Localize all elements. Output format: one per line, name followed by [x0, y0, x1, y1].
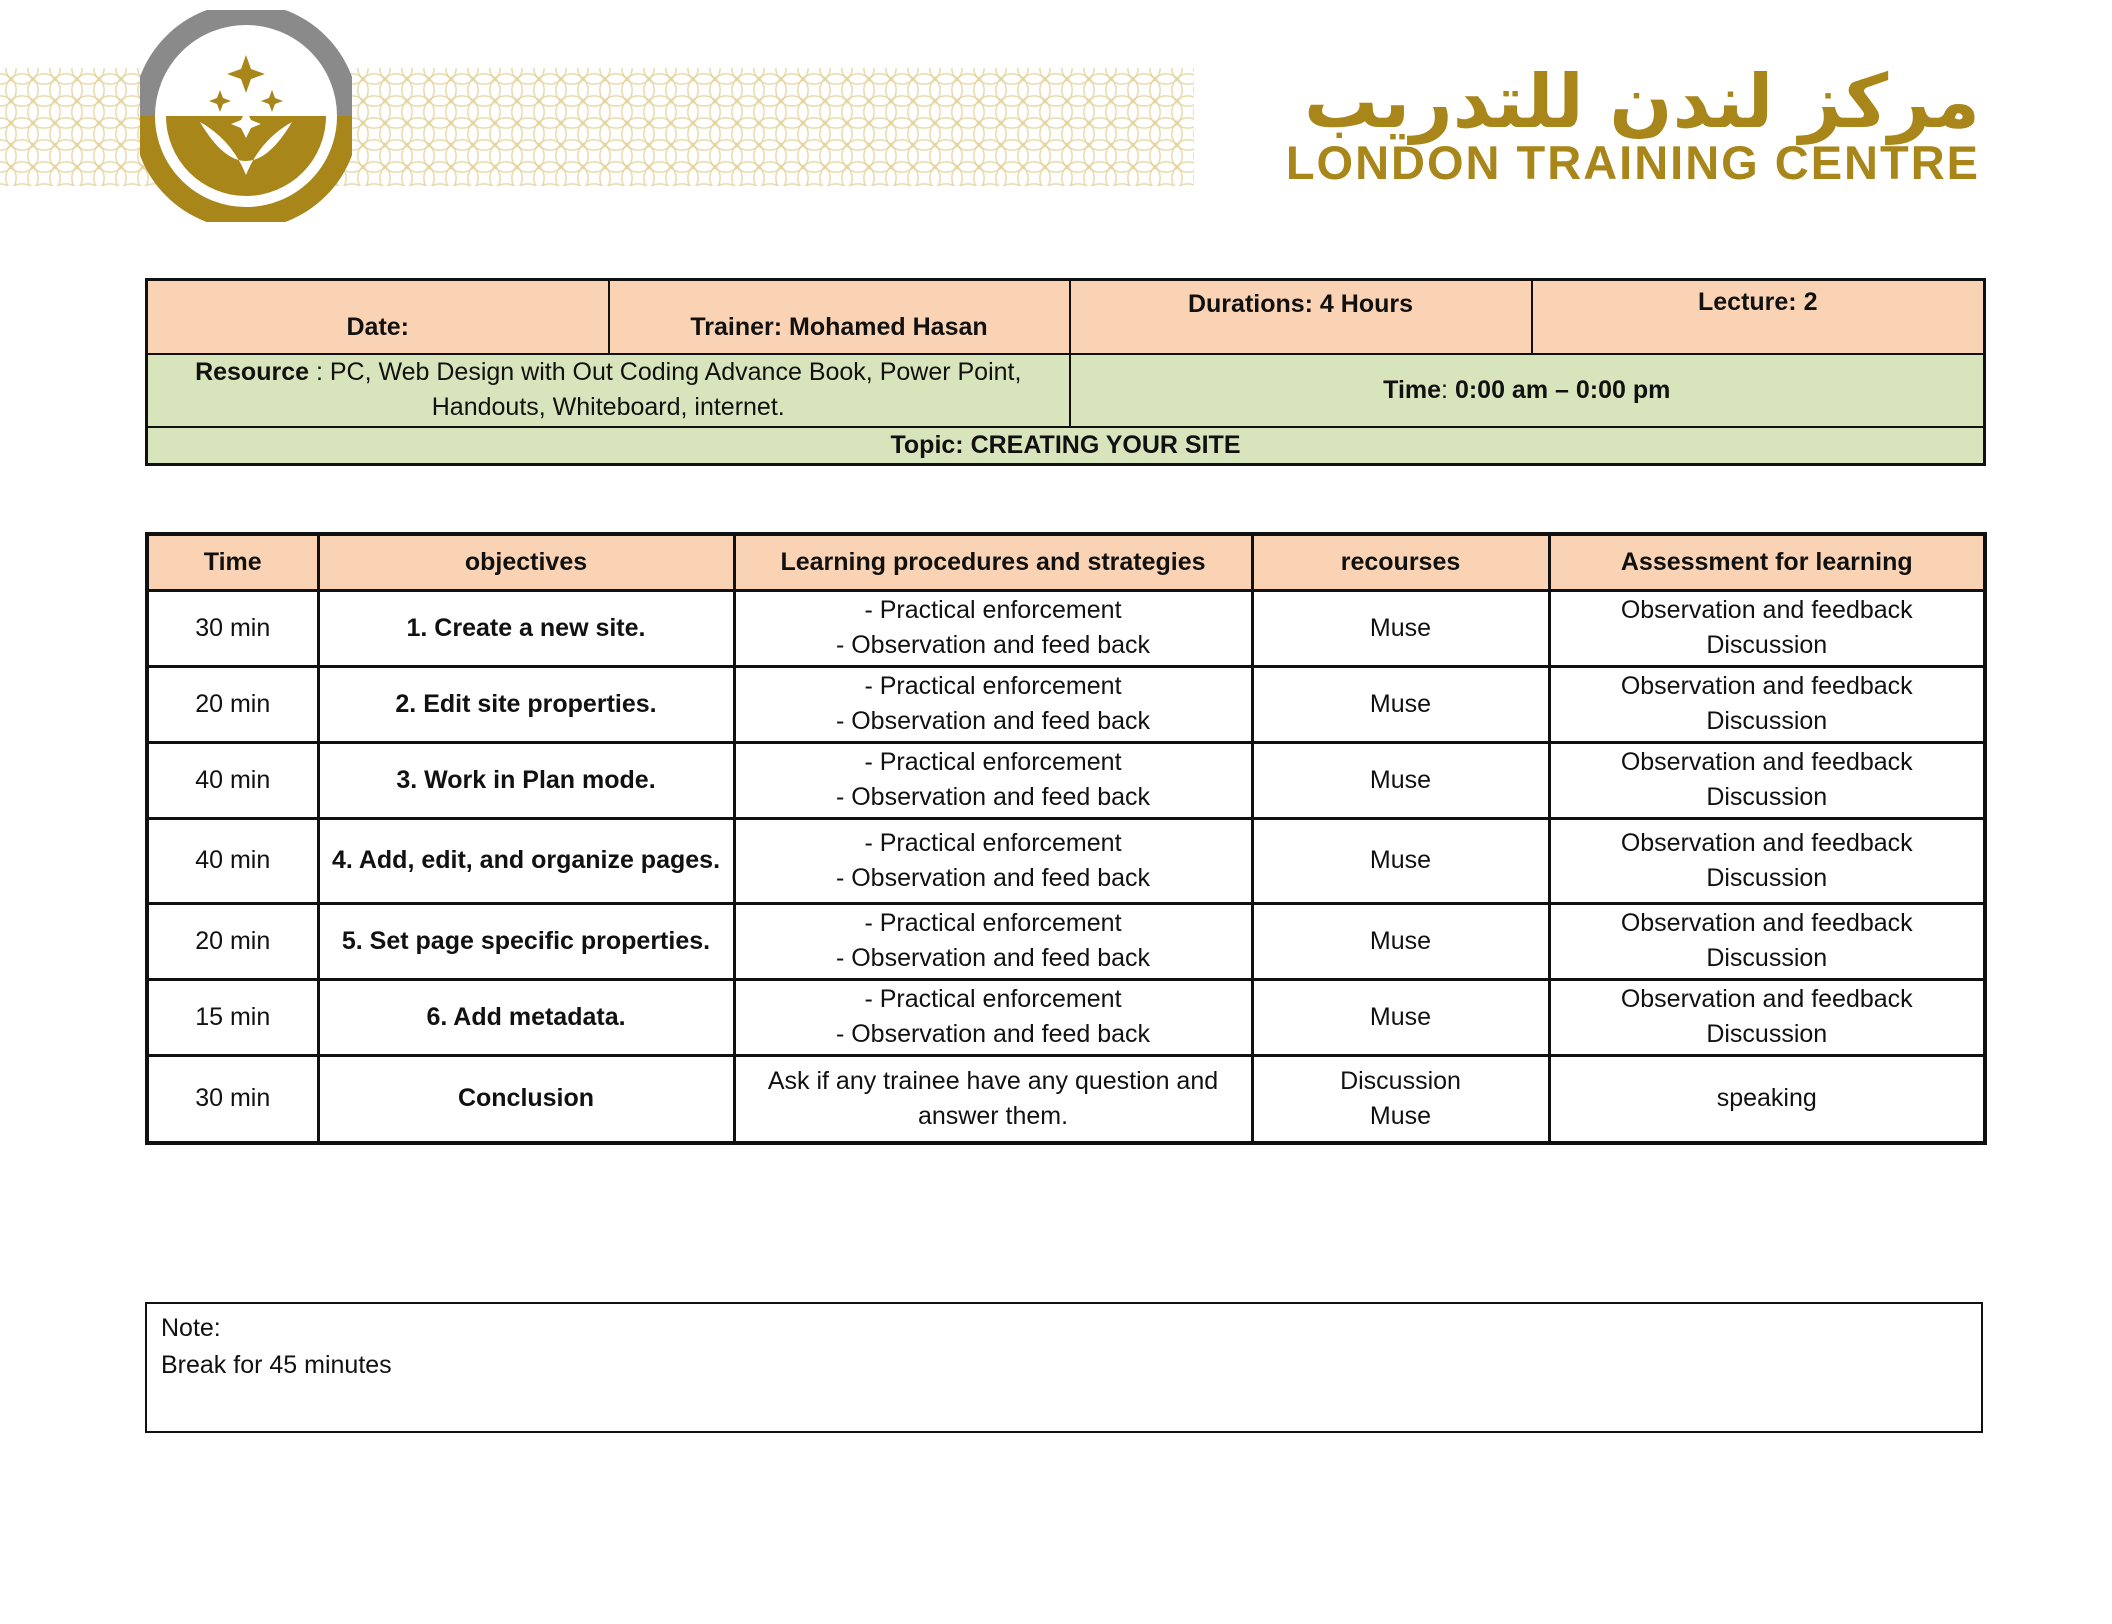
trainer-name: Trainer: Mohamed Hasan [609, 280, 1070, 354]
procedures-cell-line: - Practical enforcement [864, 672, 1122, 700]
objective-cell-line: 3. Work in Plan mode. [396, 765, 656, 794]
procedures-cell [734, 1055, 1252, 1143]
assessment-cell-line: Observation and feedback [1620, 828, 1913, 857]
lesson-plan-table [145, 532, 1987, 1145]
assessment-cell [1549, 903, 1985, 979]
assessment-cell [1549, 979, 1985, 1055]
time-cell [147, 979, 318, 1055]
table-row [147, 742, 1985, 818]
assessment-cell [1549, 818, 1985, 903]
procedures-cell [734, 590, 1252, 666]
time-cell-line: 40 min [195, 846, 271, 874]
resource-label: Resource [195, 358, 310, 386]
time-cell-line: 40 min [195, 765, 271, 794]
resources-cell-line: Muse [1369, 846, 1432, 874]
time-cell [147, 742, 318, 818]
note-label: Note: [161, 1314, 221, 1342]
time-cell-line: 30 min [195, 613, 271, 642]
assessment-cell-line: Discussion [1706, 631, 1828, 659]
procedures-cell-line: - Observation and feed back [835, 1020, 1151, 1048]
assessment-cell-line: Discussion [1706, 1020, 1828, 1048]
assessment-cell-line: Observation and feedback [1620, 672, 1913, 700]
objective-cell-line: 1. Create a new site. [406, 613, 646, 642]
assessment-cell-line: Discussion [1706, 707, 1828, 735]
table-row [147, 666, 1985, 742]
resources-cell-line: Discussion [1340, 1066, 1461, 1095]
note-box [145, 1302, 1983, 1433]
table-row [147, 979, 1985, 1055]
assessment-cell-line: Discussion [1706, 783, 1828, 811]
time-cell [147, 590, 318, 666]
column-header-objectives: objectives [318, 534, 734, 590]
column-header-assessment: Assessment for learning [1549, 534, 1985, 590]
objective-cell [318, 979, 734, 1055]
assessment-cell [1549, 1055, 1985, 1143]
assessment-cell-line: Observation and feedback [1620, 985, 1913, 1013]
assessment-cell-line: Observation and feedback [1620, 596, 1913, 624]
topic: Topic: CREATING YOUR SITE [147, 427, 1985, 465]
resources-cell [1252, 742, 1549, 818]
resources-cell-line: Muse [1369, 689, 1432, 718]
time-cell [147, 903, 318, 979]
assessment-cell-line: speaking [1716, 1084, 1817, 1113]
procedures-cell [734, 903, 1252, 979]
resources-cell [1252, 590, 1549, 666]
duration: Durations: 4 Hours [1070, 280, 1532, 354]
procedures-cell-line: - Practical enforcement [864, 596, 1122, 624]
assessment-cell [1549, 590, 1985, 666]
assessment-cell [1549, 666, 1985, 742]
column-header-procedures: Learning procedures and strategies [734, 534, 1252, 590]
procedures-cell-line: - Observation and feed back [835, 631, 1151, 659]
resources-cell-line: Muse [1369, 1101, 1432, 1130]
objective-cell-line: 2. Edit site properties. [395, 689, 657, 718]
procedures-cell-line: - Observation and feed back [835, 944, 1151, 972]
time-cell [147, 1055, 318, 1143]
note-text: Break for 45 minutes [161, 1351, 392, 1379]
lecture-number: Lecture: 2 [1532, 280, 1985, 354]
resources-cell [1252, 979, 1549, 1055]
resources-cell: Resource : PC, Web Design with Out Coding Advance Book, Power Point, Handouts, Whiteboard, internet. [147, 354, 1070, 427]
objective-cell-line: 6. Add metadata. [426, 1002, 626, 1031]
objective-cell [318, 903, 734, 979]
assessment-cell-line: Observation and feedback [1620, 909, 1913, 937]
brand-english-name: LONDON TRAINING CENTRE [1285, 136, 1980, 189]
brand-arabic-name: مركز لندن للتدريب [1303, 59, 1980, 145]
time-cell: Time: 0:00 am – 0:00 pm [1070, 354, 1985, 427]
london-training-centre-logo [140, 10, 352, 222]
procedures-cell-line: Ask if any trainee have any question and answer them. [767, 1066, 1219, 1130]
resources-cell-line: Muse [1369, 613, 1432, 642]
procedures-cell [734, 818, 1252, 903]
procedures-cell-line: - Practical enforcement [864, 985, 1122, 1013]
procedures-cell [734, 742, 1252, 818]
date-label: Date: [147, 280, 609, 354]
time-cell [147, 818, 318, 903]
time-value: 0:00 am – 0:00 pm [1454, 375, 1671, 404]
time-cell-line: 15 min [195, 1002, 271, 1031]
procedures-cell-line: - Observation and feed back [835, 783, 1151, 811]
column-header-resources: recourses [1252, 534, 1549, 590]
procedures-cell-line: - Practical enforcement [864, 748, 1122, 776]
resource-value: PC, Web Design with Out Coding Advance Book, Power Point, Handouts, Whiteboard, internet. [329, 358, 1022, 421]
table-row [147, 818, 1985, 903]
objective-cell [318, 742, 734, 818]
lesson-info-table [145, 278, 1986, 466]
table-row [147, 903, 1985, 979]
resources-cell-line: Muse [1369, 926, 1432, 955]
assessment-cell-line: Discussion [1706, 863, 1828, 892]
objective-cell [318, 818, 734, 903]
objective-cell [318, 590, 734, 666]
resources-cell [1252, 666, 1549, 742]
resources-cell [1252, 1055, 1549, 1143]
time-cell-line: 30 min [195, 1084, 271, 1113]
resources-cell [1252, 818, 1549, 903]
objective-cell-line: 4. Add, edit, and organize pages. [331, 846, 721, 874]
procedures-cell [734, 666, 1252, 742]
time-cell [147, 666, 318, 742]
objective-cell [318, 666, 734, 742]
objective-cell-line: Conclusion [457, 1084, 595, 1113]
assessment-cell-line: Discussion [1706, 944, 1828, 972]
procedures-cell [734, 979, 1252, 1055]
objective-cell [318, 1055, 734, 1143]
table-row [147, 590, 1985, 666]
table-row [147, 1055, 1985, 1143]
objective-cell-line: 5. Set page specific properties. [341, 926, 711, 955]
resources-cell-line: Muse [1369, 1002, 1432, 1031]
procedures-cell-line: - Observation and feed back [835, 707, 1151, 735]
resources-cell-line: Muse [1369, 765, 1432, 794]
procedures-cell-line: - Practical enforcement [864, 909, 1122, 937]
time-cell-line: 20 min [195, 926, 271, 955]
time-cell-line: 20 min [195, 689, 271, 718]
time-label: Time [1383, 375, 1442, 404]
assessment-cell [1549, 742, 1985, 818]
assessment-cell-line: Observation and feedback [1620, 748, 1913, 776]
resources-cell [1252, 903, 1549, 979]
column-header-time: Time [147, 534, 318, 590]
procedures-cell-line: - Practical enforcement [864, 828, 1122, 857]
procedures-cell-line: - Observation and feed back [835, 863, 1151, 892]
